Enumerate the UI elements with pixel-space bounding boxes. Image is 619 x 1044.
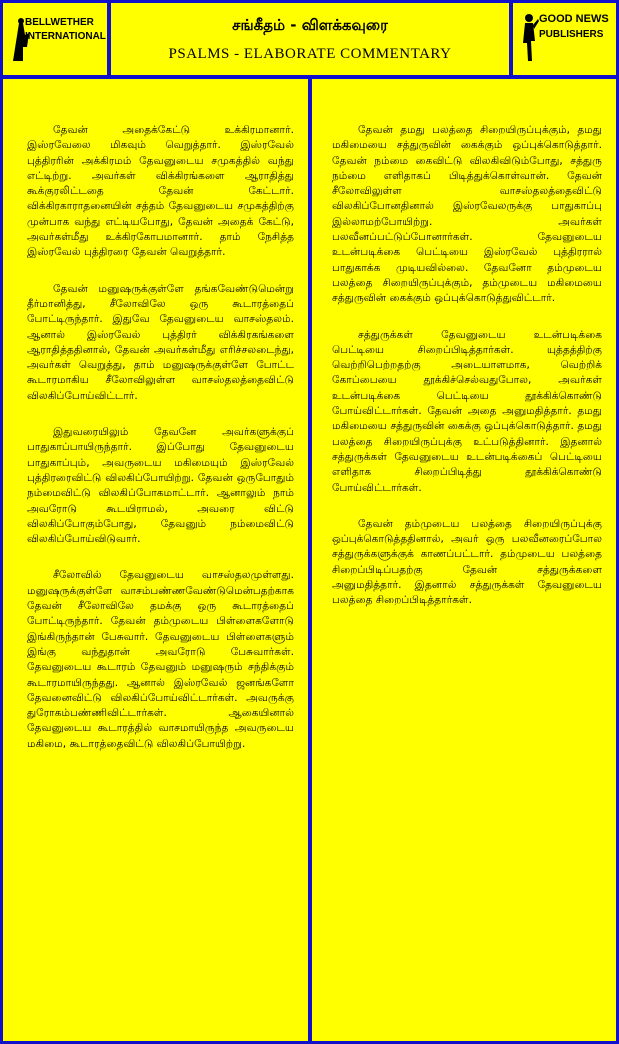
logo-left-line1: BELLWETHER — [25, 17, 94, 28]
left-column — [3, 79, 308, 1041]
logo-right-line2: PUBLISHERS — [539, 29, 604, 40]
title-box — [111, 3, 509, 75]
left-paragraph-2: தேவன் மனுஷருக்குள்ளே தங்கவேண்டுமென்று தீர்மானித்து, சீலோவிலே ஒரு கூடாரத்தைப் போட்டிருந்தார். இதுவே தேவனுடைய வாசஸ்தலம். ஆனால் இஸ்ரவேல் புத்திரர் விக்கிரகங்களை ஆராதித்ததினால், தேவன் அவர்கள்மீது எரிச்சலடைந்து, அவர்கள் வெறுத்து, தாம் மனுஷருக்குள்ளே போட்ட கூடாரமாகிய சீலோவிலுள்ள வாசஸ்தலத்தைவிட்டு விலகிப்போய்விட்டார். — [27, 282, 294, 402]
good-news-logo-box — [513, 3, 616, 75]
page-title-tamil: சங்கீதம் - விளக்கவுரை — [232, 16, 388, 34]
logo-right-line1: GOOD NEWS — [539, 13, 609, 25]
page-title-english: PSALMS - ELABORATE COMMENTARY — [168, 46, 452, 62]
sower-figure-icon — [519, 13, 539, 63]
right-paragraph-2: சத்துருக்கள் தேவனுடைய உடன்படிக்கை பெட்டியை சிறைப்பிடித்தார்கள். யுத்தத்திற்கு வெற்றிபெற்றதற்கு அடையாளமாக, வெற்றிக் கோப்பையை தூக்கிச்செல்வதுபோல, அவர்கள் உடன்படிக்கை பெட்டியை தூக்கிக்கொண்டு போய்விட்டார்கள். தேவன் அதை அனுமதித்தார். தமது மகிமையை சத்துருவின் கைக்கு ஒப்புக்கொடுத்தார். தமது பலத்தை சிறையிருப்புக்கு உட்படுத்தினார். இதனால் சத்துருக்கள் தேவனுடைய உடன்படிக்கைப் பெட்டியை எளிதாக சிறைப்பிடித்து தூக்கிக்கொண்டு போய்விட்டார்கள். — [332, 328, 602, 494]
logo-left-line2: INTERNATIONAL — [25, 31, 106, 42]
left-paragraph-3: இதுவரையிலும் தேவனே அவர்களுக்குப் பாதுகாப்பாயிருந்தார். இப்போது தேவனுடைய பாதுகாப்பும், அவருடைய மகிமையும் இஸ்ரவேல் புத்திரரைவிட்டு விலகிப்போயிற்று. தேவன் ஒருபோதும் நம்மைவிட்டு விலகிப்போகமாட்டார். ஆனாலும் நாம் அவரோடு கூடயிராமல், அவரை விட்டு விலகிப்போகும்போது, தேவனும் நம்மைவிட்டு விலகிப்போய்விடுவார். — [27, 426, 294, 546]
left-paragraph-1: தேவன் அதைக்கேட்டு உக்கிரமானார். இஸ்ரவேலை மிகவும் வெறுத்தார். இஸ்ரவேல் புத்திரரின் அக்கிரமம் தேவனுடைய சமுகத்தில் வந்து எட்டிற்று. அவர்கள் விக்கிரங்களை ஆராதித்து கூக்குரலிட்டதை தேவன் கேட்டார். விக்கிரகாராதனையின் சத்தம் தேவனுடைய சமுகத்திற்கு முன்பாக வந்து எட்டியபோது, தேவன் அதைக் கேட்டு, அவர்கள்மீது உக்கிரகோபமானார். தாம் நேசித்த இஸ்ரவேல் புத்திரரை தேவன் வெறுத்தார். — [27, 124, 294, 259]
left-paragraph-4: சீலோவில் தேவனுடைய வாசஸ்தலமுள்ளது. மனுஷருக்குள்ளே வாசம்பண்ணவேண்டுமென்பதற்காக தேவன் சீலோவிலே தமக்கு ஒரு கூடாரத்தைப் போட்டிருந்தார். தேவன் தம்முடைய பிள்ளைகளோடு இங்கிருந்தான் பேசுவார். தேவனுடைய பிள்ளைகளும் இங்கு வந்துதான் அவரோடு பேசுவார்கள். தேவனுடைய கூடாரம் தேவனும் மனுஷரும் சந்திக்கும் கூடாரமாயிருந்தது. ஆனால் இஸ்ரவேல் ஜனங்களோ தேவனைவிட்டு விலகிப்போய்விட்டார்கள். அவருக்கு துரோகம்பண்ணிவிட்டார்கள். ஆகையினால் தேவனுடைய கூடாரத்தில் வாசமாயிருந்த அவருடைய மகிமை, கூடாரத்தைவிட்டு விலகிப்போயிற்று. — [27, 569, 294, 750]
bellwether-logo-box — [3, 3, 107, 75]
right-paragraph-3: தேவன் தம்முடைய பலத்தை சிறையிருப்புக்கு ஒப்புக்கொடுத்ததினால், அவர் ஒரு பலவீனரைப்போல சத்துருக்களுக்குக் காணப்பட்டார். தம்முடைய பலத்தை சிறைப்பிடிப்பதற்கு தேவன் சத்துருக்களை அனுமதித்தார். இதனால் சத்துருக்கள் தேவனுடைய பலத்தை சிறைப்பிடித்தார்கள். — [332, 517, 602, 607]
right-column — [312, 79, 616, 1041]
right-paragraph-1: தேவன் தமது பலத்தை சிறையிருப்புக்கும், தமது மகிமையை சத்துருவின் கைக்கும் ஒப்புக்கொடுத்தார். தேவன் நம்மை கைவிட்டு விலகிவிடும்போது, சத்துரு நம்மை எளிதாகப் பிடித்துக்கொள்வான். தேவன் சீலோவிலுள்ள வாசஸ்தலத்தைவிட்டு விலகிப்போனதினால் இஸ்ரவேலருக்கு பாதுகாப்பு இல்லாமற்போயிற்று. அவர்கள் பலவீனப்பட்டுப்போனார்கள். தேவனுடைய உடன்படிக்கை பெட்டியை இஸ்ரவேல் புத்திரரால் பாதுகாக்க முடியவில்லை. தேவனோ தம்முடைய பலத்தை சிறையிருப்புக்கும், தம்முடைய மகிமையை சத்துருவின் கைக்கும் ஒப்புக்கொடுத்துவிட்டார். — [332, 124, 602, 305]
